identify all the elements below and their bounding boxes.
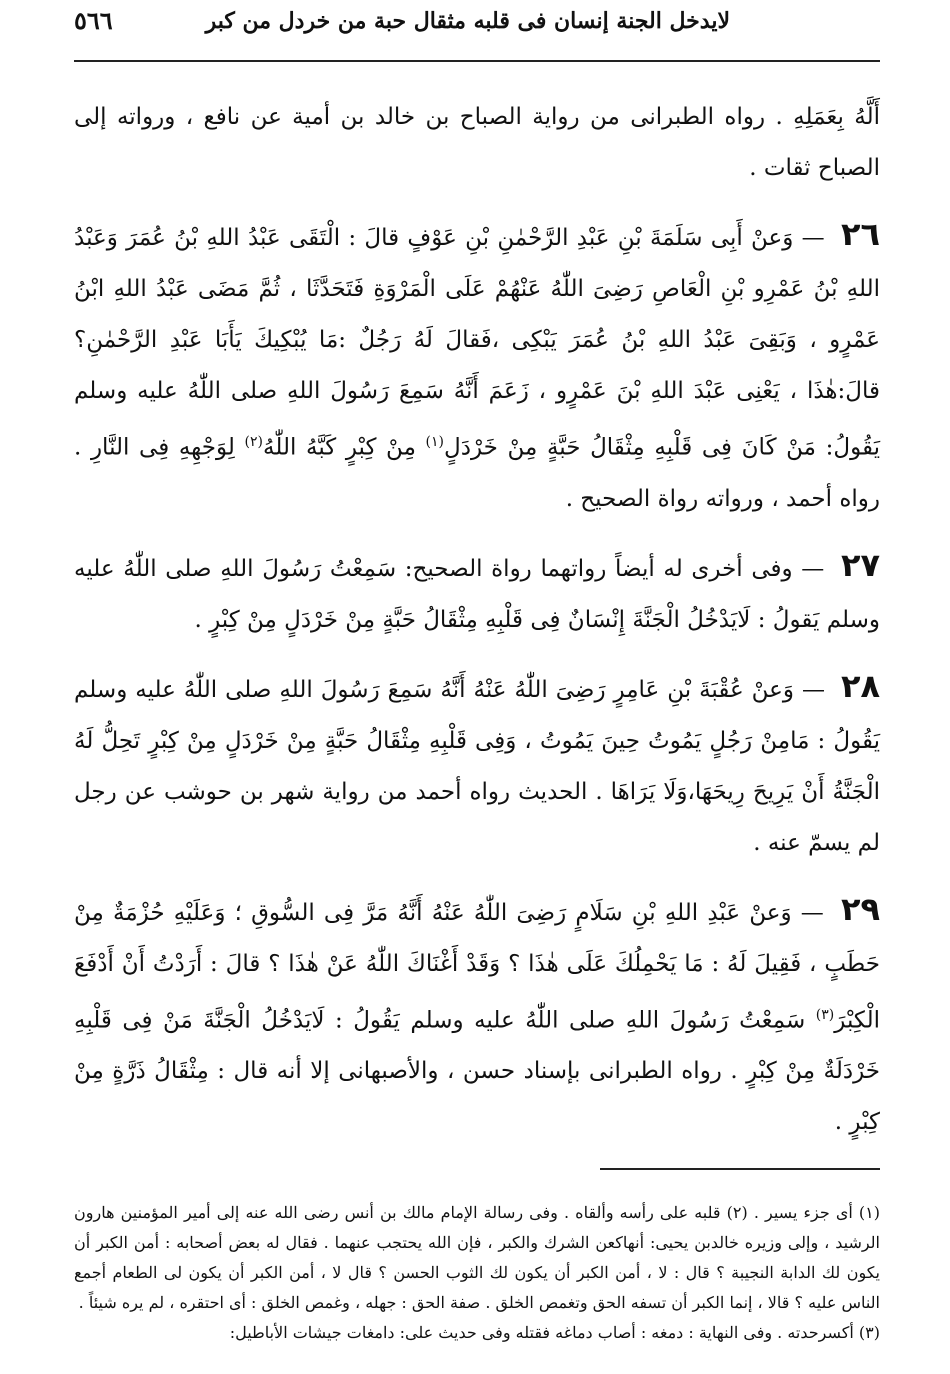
paragraph-text: لِوَجْهِهِ فِى النَّارِ . رواه أحمد ، ورواته رواة الصحيح . [74, 434, 880, 512]
hadith-28 [74, 661, 880, 869]
paragraph-text: — وَعنْ عَبْدِ اللهِ بْنِ سَلَامٍ رَضِىَ اللّٰهُ عَنْهُ أَنَّهُ مَرَّ فِى السُّوقِ ؛ وَعَلَيْهِ حُزْمَةٌ مِنْ حَطَبٍ ، فَقِيلَ لَهُ : مَا يَحْمِلُكَ عَلَى هٰذَا ؟ وَقَدْ أَغْنَاكَ اللّٰهُ عَنْ هٰذَا ؟ قالَ : أَرَدْتُ أَنْ أَدْفَعَ الْكِبْرَ [74, 899, 880, 1034]
footnote-marker: (٢) [244, 434, 263, 450]
hadith-number: ٢٩ [840, 889, 880, 928]
paragraph-text: — وفى أخرى له أيضاً رواتهما رواة الصحيح: سَمِعْتُ رَسُولَ اللهِ صلى اللّٰهُ عليه وسلم يَقولُ : لَايَدْخُلُ الْجَنَّةَ إِنْسَانٌ فِى قَلْبِهِ مِثْقَالُ حَبَّةٍ مِنْ خَرْدَلٍ مِنْ كِبْرٍ . [74, 555, 880, 633]
hadith-26 [74, 209, 880, 525]
paragraph-text: سَمِعْتُ رَسُولَ اللهِ صلى اللّٰهُ عليه وسلم يَقُولُ : لَايَدْخُلُ الْجَنَّةَ مَنْ فِى قَلْبِهِ خَرْدَلَةٌ مِنْ كِبْرٍ . رواه الطبرانى بإسناد حسن ، والأصبهانى إلا أنه قال : مِثْقَالُ ذَرَّةٍ مِنْ كِبْرٍ . [74, 1007, 880, 1136]
hadith-number: ٢٦ [840, 215, 881, 253]
hadith-29 [74, 884, 880, 1149]
page-number: ٥٦٦ [74, 6, 113, 35]
footnote-marker: (٣) [815, 1006, 835, 1023]
page-body [74, 62, 880, 1348]
paragraph-text: أَلَّهُ بِعَمَلِهِ . رواه الطبرانى من رواية الصباح بن خالد بن أمية عن نافع ، ورواته إلى الصباح ثقات . [74, 104, 880, 181]
footnotes [74, 1198, 880, 1348]
page-header [74, 0, 880, 62]
hadith-27 [74, 540, 880, 646]
hadith-number: ٢٧ [840, 545, 880, 584]
paragraph-continuation [74, 92, 880, 194]
footnote-marker: (١) [425, 434, 444, 450]
hadith-number: ٢٨ [840, 666, 881, 705]
paragraph-text: — وَعنْ أَبِى سَلَمَةَ بْنِ عَبْدِ الرَّحْمٰنِ بْنِ عَوْفٍ قالَ : الْتَقَى عَبْدُ اللهِ بْنُ عُمَرَ وَعَبْدُ اللهِ بْنُ عَمْرِو بْنِ الْعَاصِ رَضِىَ اللّٰهُ عَنْهُمْ عَلَى الْمَرْوَةِ فَتَحَدَّثَا ، ثُمَّ مَضَى عَبْدُ اللهِ ابْنُ عَمْرٍو ، وَبَقِىَ عَبْدُ اللهِ بْنُ عُمَرَ يَبْكِى ،فَقالَ لَهُ رَجُلٌ :مَا يُبْكِيكَ يَأَبَا عَبْدِ الرَّحْمٰنِ؟ قالَ:هٰذَا ، يَعْنِى عَبْدَ اللهِ بْنَ عَمْرٍو ، زَعَمَ أَنَّهُ سَمِعَ رَسُولَ اللهِ صلى اللّٰهُ عليه وسلم يَقُولُ: مَنْ كَانَ فِى قَلْبِهِ مِثْقَالُ حَبَّةٍ مِنْ خَرْدَلٍ [74, 225, 880, 461]
footnote-text: (٣) أكسرحدته . وفى النهاية : دمغه : أصاب دماغه فقتله وفى حديث على: دامغات جيشات الأباطيل: [229, 1323, 880, 1343]
footnote-separator [600, 1168, 880, 1170]
running-title: لايدخل الجنة إنسان فى قلبه مثقال حبة من خردل من كبر [205, 8, 730, 34]
paragraph-text: مِنْ كِبْرٍ كَبَّهُ اللّٰهُ [263, 434, 426, 461]
footnote-text: (١) أى جزء يسير . (٢) قلبه على رأسه وألقاه . وفى رسالة الإمام مالك بن أنس رضى الله عنه إلى أمير المؤمنين هارون الرشيد ، وإلى وزيره خالدبن يحيى: أنهاكعن الشرك والكبر ، فإن الله يحتجب عنهما . فقال له بعض أصحابه : أمن الكبر أن يكون لك الدابة النجيبة ؟ قال : لا ، أمن الكبر أن يكون لك الثوب الحسن ؟ قال لا ، أمن الكبر أن يكون لى الطعام أجمع الناس عليه ؟ قالا ، إنما الكبر أن تسفه الحق وتغمص الخلق . صفة الحق : جهله ، وغمص الخلق : أى احتقره ، لم يره شيئاً . [74, 1203, 881, 1313]
paragraph-text: — وَعنْ عُقْبَةَ بْنِ عَامِرٍ رَضِىَ اللّٰهُ عَنْهُ أَنَّهُ سَمِعَ رَسُولَ اللهِ صلى اللّٰهُ عليه وسلم يَقُولُ : مَامِنْ رَجُلٍ يَمُوتُ حِينَ يَمُوتُ ، وَفِى قَلْبِهِ مِثْقَالُ حَبَّةٍ مِنْ خَرْدَلٍ مِنْ كِبْرٍ تَحِلُّ لَهُ الْجَنَّةُ أَنْ يَرِيحَ رِيحَهَا،وَلَا يَرَاهَا . الحديث رواه أحمد من رواية شهر بن حوشب عن رجل لم يسمّ عنه . [74, 676, 880, 856]
